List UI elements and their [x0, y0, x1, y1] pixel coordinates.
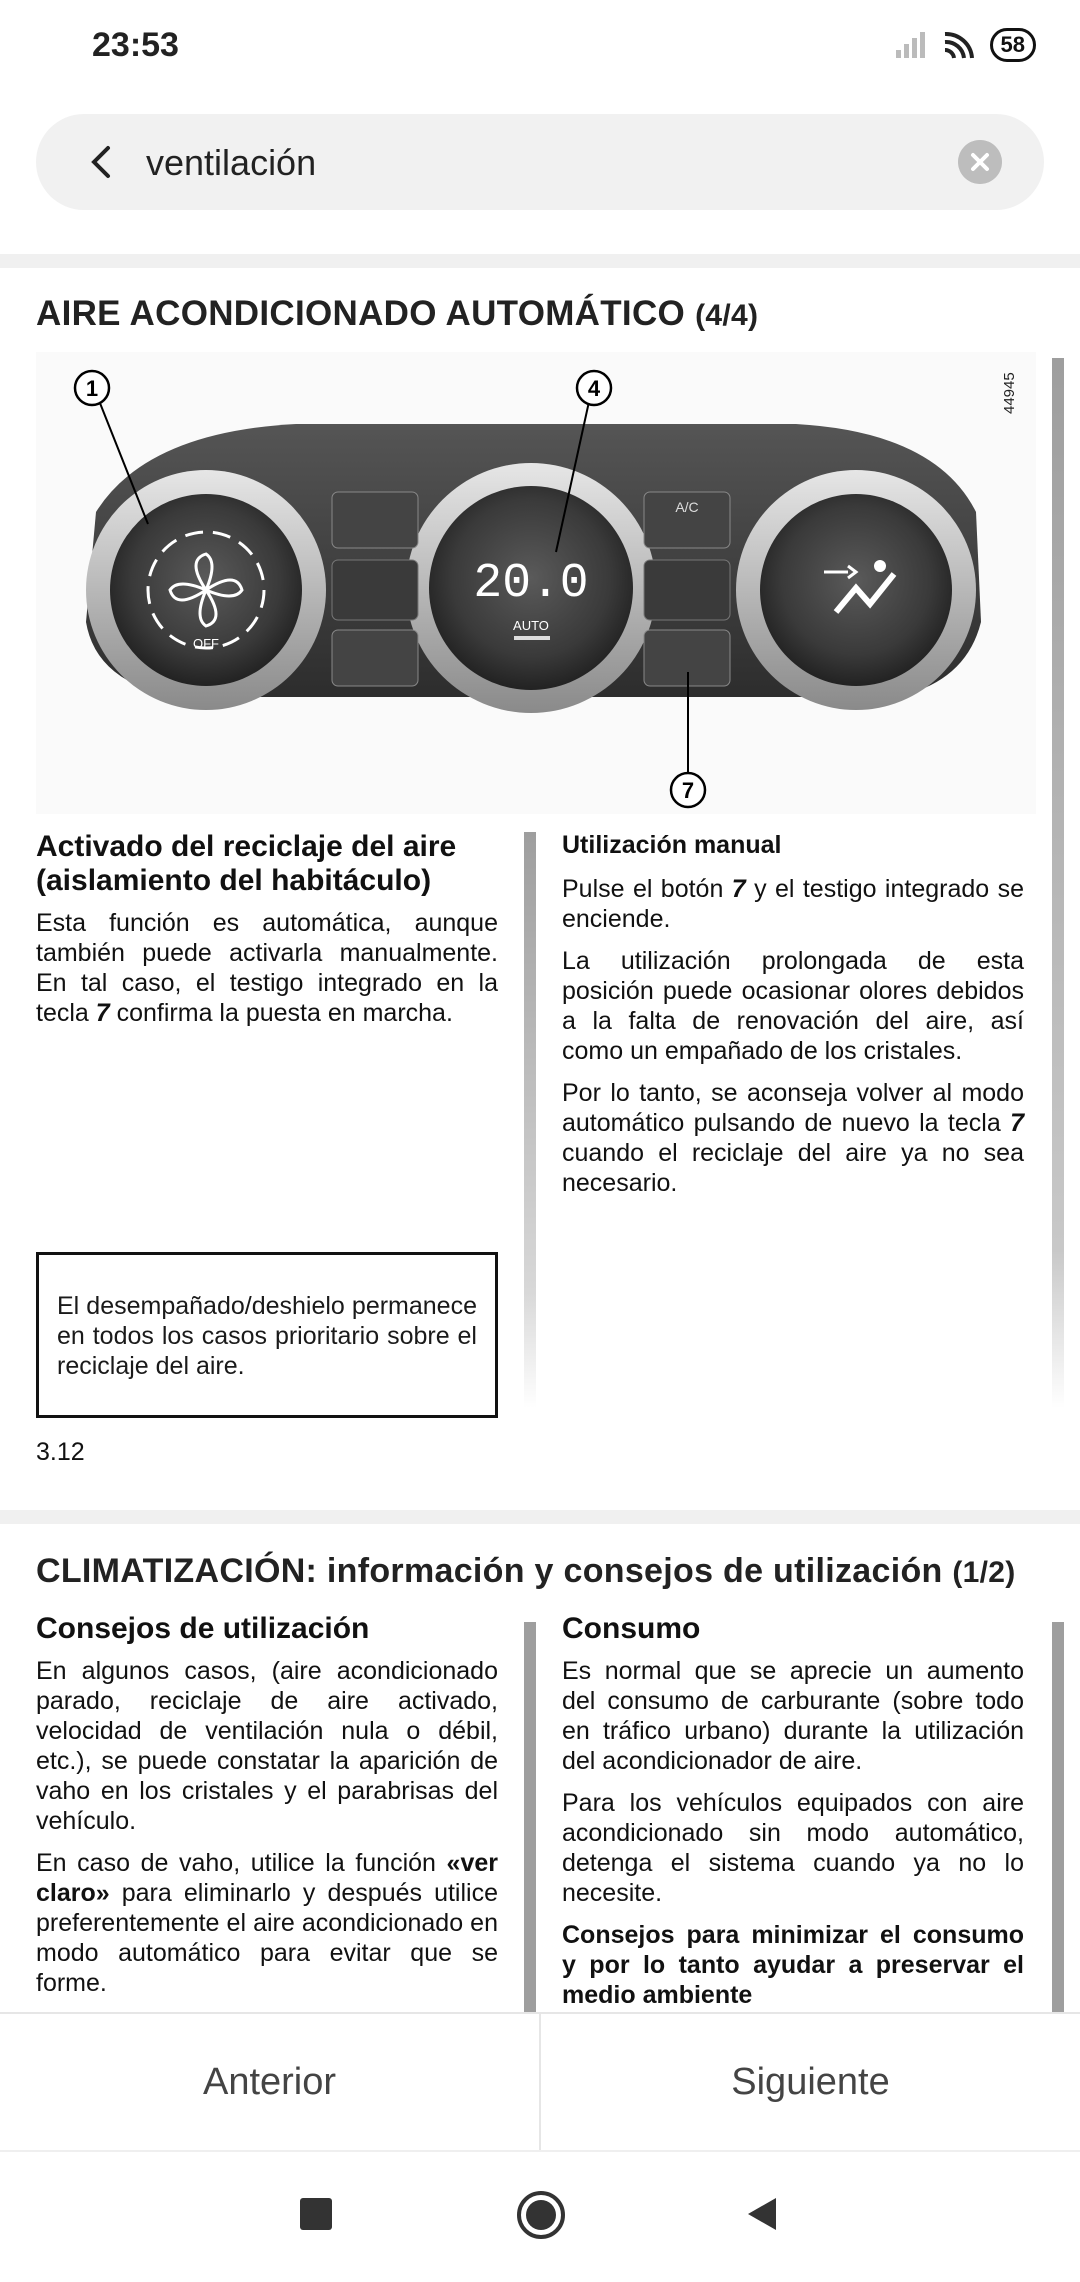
section-divider: [0, 254, 1080, 268]
back-nav-icon[interactable]: [740, 2192, 784, 2236]
svg-text:4: 4: [587, 376, 601, 401]
section-heading: Activado del reciclaje del aire (aislamiento del habitáculo): [36, 830, 457, 897]
section-heading: Consejos de utilización: [36, 1612, 370, 1645]
search-bar[interactable]: [36, 114, 1044, 210]
home-icon[interactable]: [514, 2188, 568, 2242]
status-time: 23:53: [92, 26, 179, 64]
svg-text:20.0: 20.0: [473, 557, 589, 611]
column-separator: [524, 1622, 536, 2012]
temperature-knob: [406, 463, 656, 713]
section-divider: [0, 1510, 1080, 1524]
system-navigation-bar: [0, 2150, 1080, 2282]
figure-ref-code: 44945: [1001, 372, 1018, 414]
svg-text:1: 1: [85, 376, 99, 401]
page-edge-bar: [1052, 1622, 1064, 2012]
section1-right-column: Utilización manual Pulse el botón 7 y el testigo integrado se enciende. La utilización prolongada de esta posición puede ocasionar olores debidos a la falta de renovación del aire, así como un empañado de los cristales. Por lo tanto, se aconseja volver al modo automático pulsando de nuevo la tecla 7 cuando el reciclaje del aire ya no sea necesario.: [562, 831, 1024, 1197]
next-button[interactable]: Siguiente: [731, 2060, 890, 2103]
air-distribution-knob: [736, 470, 976, 710]
note-box: El desempañado/deshielo permanece en todos los casos prioritario sobre el reciclaje del aire.: [36, 1252, 498, 1418]
wifi-icon: [942, 30, 976, 60]
climate-control-panel-illustration: [36, 352, 1036, 814]
battery-indicator: 58: [990, 28, 1036, 62]
section2-left-column: Consejos de utilización En algunos casos, (aire acondicionado parado, reciclaje de aire activado, velocidad de ventilación nula o débil, etc.), se puede constatar la aparición de vaho en los cristales y el parabrisas del vehículo. En caso de vaho, utilice la función «ver claro» para eliminarlo y después utilice preferentemente el aire acondicionado en modo automático para evitar que se forme.: [36, 1612, 498, 1997]
svg-text:7: 7: [681, 778, 695, 803]
status-bar: [0, 0, 1080, 96]
page-title: AIRE ACONDICIONADO AUTOMÁTICO (4/4): [36, 294, 759, 333]
section-heading: Consumo: [562, 1612, 701, 1645]
section-heading: Utilización manual: [562, 831, 782, 859]
page-title: CLIMATIZACIÓN: información y consejos de utilización (1/2): [36, 1552, 1016, 1590]
recent-apps-icon[interactable]: [296, 2194, 336, 2234]
page-number: 3.12: [36, 1438, 85, 1466]
page-edge-bar: [1052, 358, 1064, 1408]
svg-text:A/C: A/C: [675, 499, 699, 515]
search-input[interactable]: ventilación: [146, 142, 317, 183]
section1-left-column: Activado del reciclaje del aire (aislamiento del habitáculo) Esta función es automática, aunque también puede activarla manualmente. En tal caso, el testigo integrado en la tecla 7 confirma la puesta en marcha.: [36, 830, 498, 1027]
clear-search-icon[interactable]: [958, 140, 1002, 184]
fan-knob: [86, 470, 326, 710]
page-navigation: [0, 2012, 1080, 2150]
column-separator: [524, 832, 536, 1408]
back-arrow-icon[interactable]: [76, 136, 128, 188]
svg-text:AUTO: AUTO: [513, 618, 549, 633]
previous-button[interactable]: Anterior: [202, 2060, 337, 2103]
svg-text:OFF: OFF: [193, 636, 219, 651]
cellular-signal-icon: [894, 30, 928, 60]
section2-right-column: Consumo Es normal que se aprecie un aumento del consumo de carburante (sobre todo en tráfico urbano) durante la utilización del acondicionador de aire. Para los vehículos equipados con aire acondicionado sin modo automático, detenga el sistema cuando ya no lo necesite. Consejos para minimizar el consumo y por lo tanto ayudar a preservar el medio ambiente: [562, 1612, 1024, 2009]
